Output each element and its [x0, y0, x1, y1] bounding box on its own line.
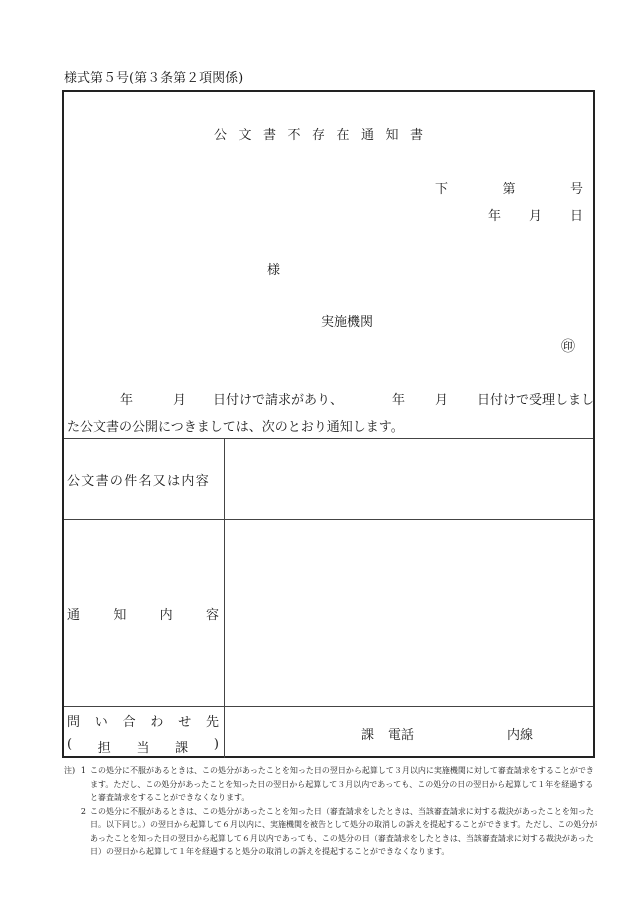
issuer-label: 実施機関 [321, 315, 374, 330]
contact-char: ( [67, 737, 73, 752]
subject-row-rule [64, 519, 593, 520]
ref-dai: 第 [502, 182, 516, 197]
contact-label-line-2 [67, 737, 219, 756]
form-number-label: 様式第５号(第３条第２項関係) [64, 71, 244, 86]
table-column-divider [224, 438, 225, 758]
receipt-month: 月 [435, 393, 449, 408]
contact-char: 合 [122, 715, 136, 730]
issue-date [488, 205, 583, 224]
contact-char: ) [213, 737, 219, 752]
content-label-char-3: 内 [159, 608, 173, 623]
content-label-char-4: 容 [205, 608, 219, 623]
subject-field[interactable] [226, 440, 593, 517]
contact-char: 課 [175, 741, 189, 756]
footnote-item [64, 764, 598, 805]
receipt-year: 年 [392, 393, 406, 408]
request-date-text: 日付けで請求があり、 [213, 393, 344, 408]
footnote-number [64, 805, 86, 819]
table-top-rule [64, 438, 593, 439]
content-row-rule [64, 706, 593, 707]
content-label [67, 604, 219, 623]
content-field[interactable] [226, 521, 593, 704]
footnote-number [64, 764, 86, 778]
request-year: 年 [120, 393, 134, 408]
request-month: 月 [173, 393, 187, 408]
contact-section: 課 [361, 728, 375, 743]
footnotes [64, 764, 598, 859]
footnote-item [64, 805, 598, 859]
date-day: 日 [569, 209, 583, 224]
document-title: 公文書不存在通知書 [214, 128, 435, 143]
contact-char: わ [150, 715, 164, 730]
notice-form-frame [62, 90, 595, 758]
body-text-line-2: た公文書の公開につきましては、次のとおり通知します。 [67, 420, 404, 435]
content-label-char-2: 知 [113, 608, 127, 623]
contact-phone: 電話 [388, 728, 415, 743]
seal-mark: ㊞ [561, 339, 575, 355]
footnote-text-2: この処分に不服があるときは、この処分があったことを知った日（審査請求をしたときは、当該審査請求に対する裁決があったことを知った日。以下同じ。）の翌日から起算して６月以内に、実施機関を被告として処分の取消しの訴えを提起することができます。ただし、この処分があったことを知った日の翌日から起算して６月以内であっても、この処分の日（審査請求をしたときは、当該審査請求に対する裁決があった日）の翌日から起算して１年を経過すると処分の取消しの訴えを提起することができなくなります。 [90, 806, 598, 856]
reference-number [435, 178, 583, 197]
ref-go: 号 [569, 182, 583, 197]
contact-label-line-1 [67, 711, 219, 730]
contact-char: 当 [136, 741, 150, 756]
contact-char: 担 [97, 741, 111, 756]
date-month: 月 [528, 209, 542, 224]
subject-label: 公文書の件名又は内容 [67, 474, 211, 489]
footnote-prefix: 注) [64, 766, 76, 775]
content-label-char-1: 通 [67, 608, 81, 623]
footnote-number-1: 1 [80, 766, 86, 775]
addressee-suffix: 様 [267, 263, 281, 278]
footnote-text-1: この処分に不服があるときは、この処分があったことを知った日の翌日から起算して３月以内に実施機関に対して審査請求をすることができます。ただし、この処分があったことを知った日の翌日から起算して３月以内であっても、この処分の日の翌日から起算して１年を経過すると審査請求をすることができなくなります。 [90, 766, 594, 802]
body-text-line-1 [64, 389, 595, 409]
contact-char: い [94, 715, 108, 730]
ref-prefix: 下 [435, 182, 449, 197]
contact-char: 問 [67, 715, 81, 730]
contact-char: 先 [205, 715, 219, 730]
contact-extension: 内線 [507, 728, 534, 743]
date-year: 年 [488, 209, 502, 224]
receipt-date-text: 日付けで受理しまし [477, 393, 595, 408]
footnote-number-2: 2 [80, 806, 86, 816]
contact-char: せ [178, 715, 192, 730]
